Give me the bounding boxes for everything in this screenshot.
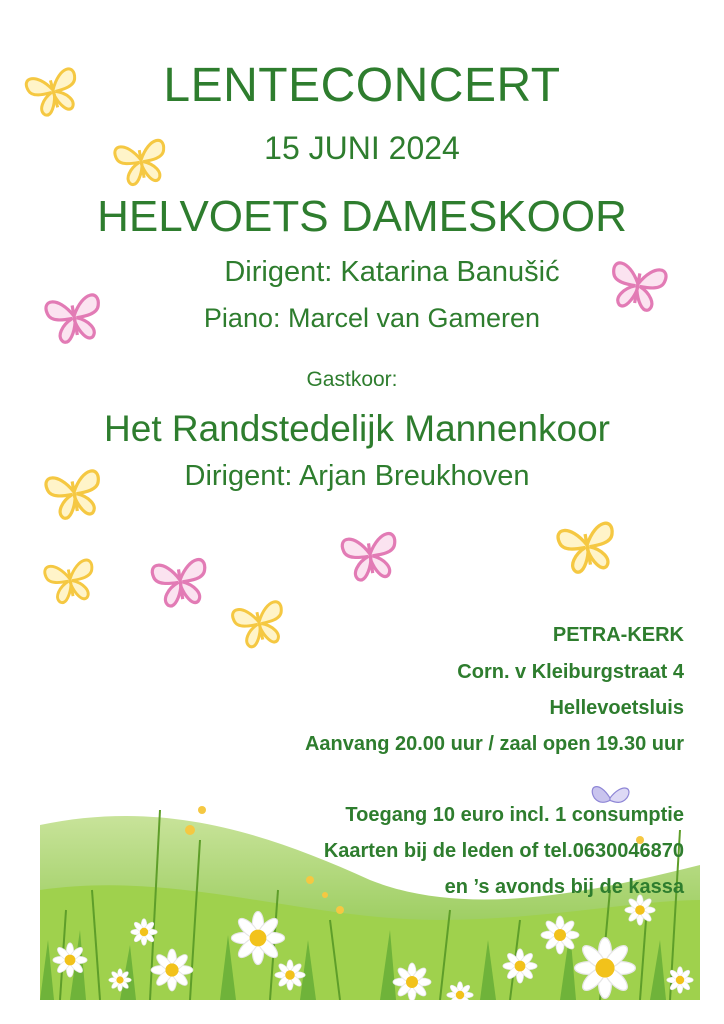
butterfly-icon <box>38 462 110 522</box>
butterfly-icon <box>602 254 674 314</box>
guest-choir-name: Het Randstedelijk Mannenkoor <box>104 408 610 449</box>
butterfly-icon <box>20 62 86 118</box>
venue-city: Hellevoetsluis <box>549 697 684 719</box>
concert-times: Aanvang 20.00 uur / zaal open 19.30 uur <box>304 733 684 755</box>
butterfly-icon <box>144 550 216 610</box>
butterfly-icon <box>38 552 102 606</box>
concert-date: 15 JUNI 2024 <box>264 130 460 166</box>
venue-name: PETRA-KERK <box>552 624 684 646</box>
butterfly-icon <box>108 132 174 188</box>
ticket-sales: Kaarten bij de leden of tel.0630046870 <box>323 840 684 862</box>
butterfly-icon <box>334 524 406 584</box>
main-choir-name: HELVOETS DAMESKOOR <box>97 192 627 241</box>
butterfly-icon <box>38 286 110 346</box>
guest-label: Gastkoor: <box>306 368 398 391</box>
ticket-price: Toegang 10 euro incl. 1 consumptie <box>345 804 684 826</box>
butterfly-icon <box>550 514 624 576</box>
concert-title: LENTECONCERT <box>163 59 561 112</box>
main-conductor: Dirigent: Katarina Banušić <box>224 256 560 288</box>
pianist: Piano: Marcel van Gameren <box>203 303 541 333</box>
ticket-door: en ’s avonds bij de kassa <box>444 876 684 898</box>
guest-conductor: Dirigent: Arjan Breukhoven <box>184 460 530 492</box>
butterfly-icon <box>226 594 292 650</box>
venue-street: Corn. v Kleiburgstraat 4 <box>457 661 684 683</box>
